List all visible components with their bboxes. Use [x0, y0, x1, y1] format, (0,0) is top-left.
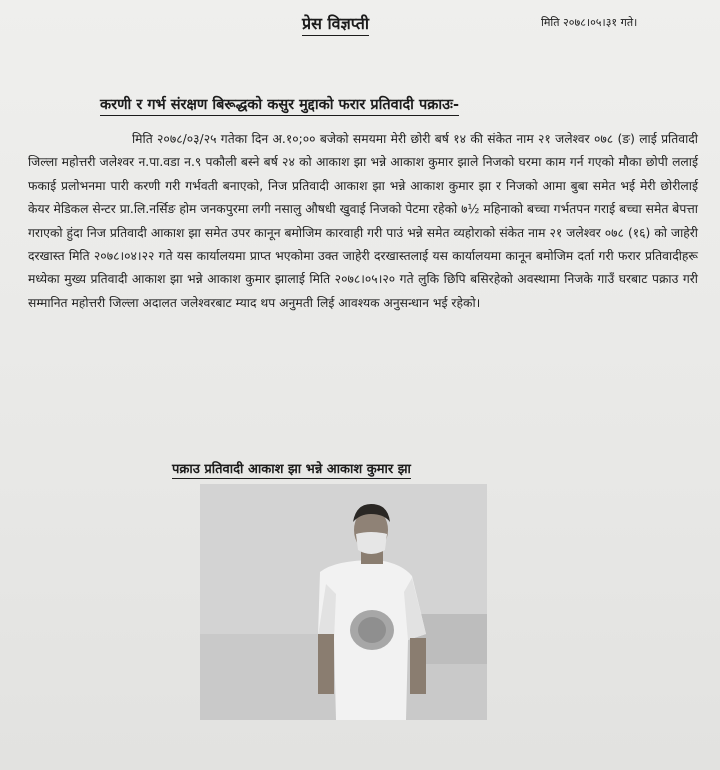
photo-caption: पक्राउ प्रतिवादी आकाश झा भन्ने आकाश कुमार झा: [172, 459, 411, 479]
page-title: प्रेस विज्ञप्ती: [302, 12, 369, 36]
release-date: मिति २०७८।०५।३१ गते।: [541, 16, 638, 29]
body-paragraph: मिति २०७८/०३/२५ गतेका दिन अ.१०;०० बजेको समयमा मेरी छोरी बर्ष १४ की संकेत नाम २१ जलेश्वर ०७८ (ङ) लाई प्रतिवादी जिल्ला महोत्तरी जलेश्वर न.पा.वडा न.९ पकौली बस्ने बर्ष २४ को आकाश झा भन्ने आकाश कुमार झाले निजको घरमा काम गर्न गएको मौका छोपी ललाई फकाई प्रलोभनमा पारी करणी गरी गर्भवती बनाएको, निज प्रतिवादी आकाश झा भन्ने आकाश कुमार झा र निजको आमा बुबा समेत भई मेरी छोरीलाई केयर मेडिकल सेन्टर प्रा.लि.नर्सिङ होम जनकपुरमा लगी नसालु औषधी खुवाई निजको पेटमा रहेको ७½ महिनाको बच्चा गर्भतपन गराई बच्चा समेत बेपत्ता गराएको हुंदा निज प्रतिवादी आकाश झा समेत उपर कानून बमोजिम कारवाही गरी पाउं भन्ने समेत व्यहोराको संकेत नाम २१ जलेश्वर ०७८ (१६) को जाहेरी दरखास्त मिति २०७८।०४।२२ गते यस कार्यालयमा प्राप्त भएकोमा उक्त जाहेरी दरखास्तलाई यस कार्यालयमा कानून बमोजिम दर्ता गरी फरार प्रतिवादीहरू मध्येका मुख्य प्रतिवादी आकाश झा भन्ने आकाश कुमार झालाई मिति २०७८।०५।२० गते लुकि छिपि बसिरहेको अवस्थामा निजके गाउँ घरबाट पक्राउ गरी सम्मानित महोत्तरी जिल्ला अदालत जलेश्वरबाट म्याद थप अनुमती लिई आवश्यक अनुसन्धान भई रहेको।: [28, 132, 698, 310]
subject-heading: करणी र गर्भ संरक्षण बिरूद्धको कसुर मुद्दाको फरार प्रतिवादी पक्राउः-: [100, 94, 459, 116]
suspect-photo: [200, 484, 487, 720]
suspect-photo-image: [200, 484, 487, 720]
